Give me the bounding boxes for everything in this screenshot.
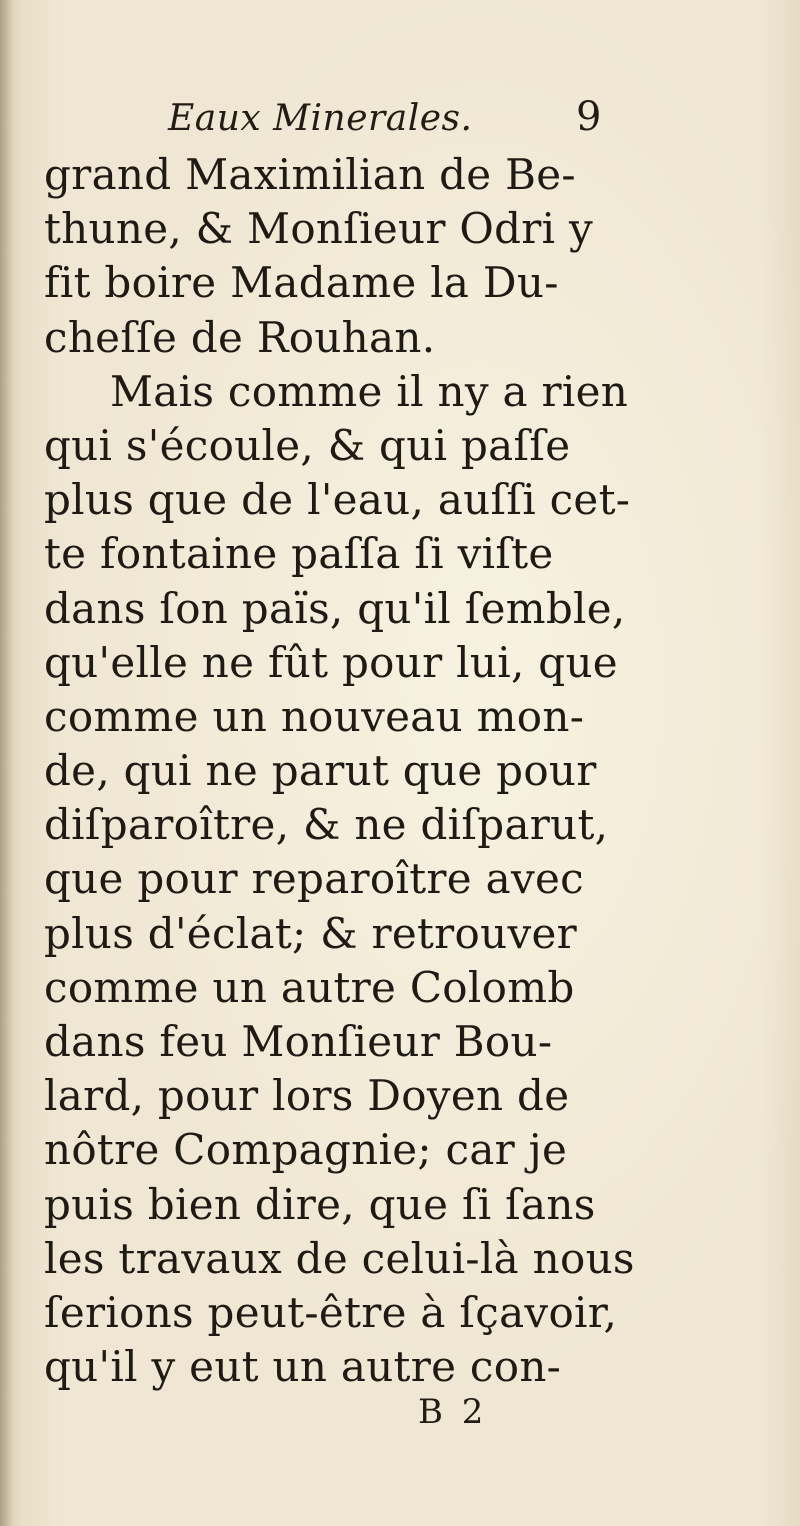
text-line: les travaux de celui-là nous (44, 1233, 635, 1283)
text-line: plus d'éclat; & retrouver (44, 908, 578, 958)
text-line: comme un autre Colomb (44, 962, 575, 1012)
text-line: qui s'écoule, & qui paſſe (44, 420, 571, 470)
text-line: fit boire Madame la Du- (44, 258, 559, 308)
gutter-shadow (0, 0, 14, 1526)
text-line: ſerions peut-être à ſçavoir, (44, 1287, 618, 1337)
text-line: thune, & Monſieur Odri y (44, 204, 594, 254)
text-line: comme un nouveau mon- (44, 691, 585, 741)
text-line: te fontaine paſſa ſi viſte (44, 529, 554, 579)
signature-mark: B 2 (418, 1392, 488, 1432)
paragraph-start-line: Mais comme il ny a rien (110, 366, 629, 416)
text-line: puis bien dire, que ſi ſans (44, 1179, 596, 1229)
page-header (0, 94, 800, 148)
text-line: qu'elle ne fût pour lui, que (44, 637, 618, 687)
text-line: nôtre Compagnie; car je (44, 1125, 568, 1175)
text-line: diſparoître, & ne diſparut, (44, 800, 609, 850)
text-line: cheſſe de Rouhan. (44, 312, 436, 362)
body-text (44, 148, 635, 1394)
text-line: dans ſon païs, qu'il ſemble, (44, 583, 626, 633)
text-line: lard, pour lors Doyen de (44, 1071, 570, 1121)
page-number: 9 (576, 94, 602, 140)
text-line: de, qui ne parut que pour (44, 746, 597, 796)
text-line: plus que de l'eau, auſſi cet- (44, 475, 631, 525)
text-line: qu'il y eut un autre con- (44, 1342, 562, 1392)
running-title: Eaux Minerales. (168, 98, 473, 139)
text-line: dans feu Monſieur Bou- (44, 1017, 553, 1066)
text-line: que pour reparoître avec (44, 854, 584, 904)
text-line: grand Maximilian de Be- (44, 150, 576, 199)
